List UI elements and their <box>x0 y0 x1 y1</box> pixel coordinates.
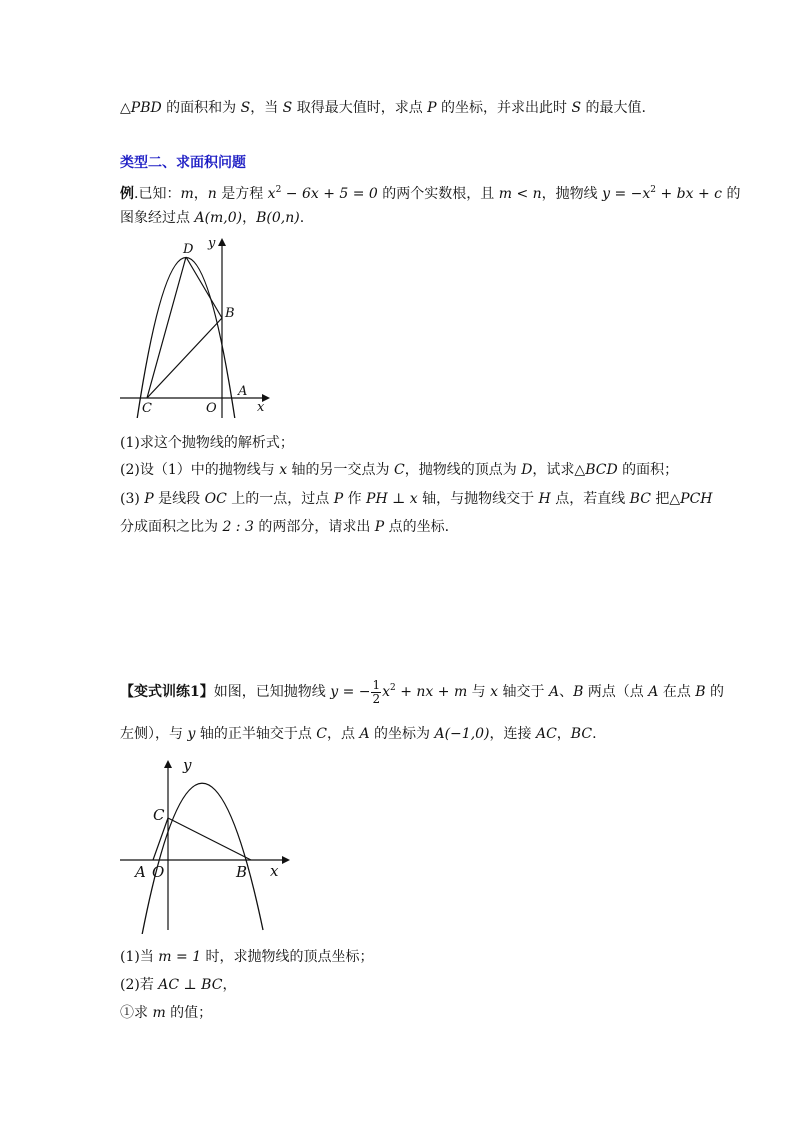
math-d: D <box>521 462 533 478</box>
math-parabola: + bx + c <box>656 186 722 202</box>
math-pch: PCH <box>680 491 713 507</box>
math-equation: − 6x + 5 = 0 <box>281 186 378 202</box>
y-axis-arrow <box>164 760 172 768</box>
text: ，试求 <box>532 462 575 478</box>
variant-question-1 <box>120 947 374 967</box>
triangle-symbol: △ <box>120 100 131 116</box>
text: .已知： <box>134 186 181 202</box>
math-bcd: BCD <box>585 462 618 478</box>
label-a: A <box>135 863 146 881</box>
label-a: A <box>238 384 248 399</box>
fraction-numerator: 1 <box>372 677 381 692</box>
math-b: B <box>695 684 706 700</box>
question-2 <box>120 460 678 480</box>
text: 的两个实数根，且 <box>377 186 499 202</box>
text: 的最大值. <box>581 100 646 116</box>
text: 的两部分，请求出 <box>253 519 375 535</box>
text: ，点 <box>327 726 360 742</box>
label-c: C <box>142 401 152 416</box>
math-m: m <box>152 1005 166 1021</box>
y-axis-arrow <box>218 238 226 246</box>
math-c: C <box>316 726 327 742</box>
text: (1)当 <box>120 949 159 965</box>
label-d: D <box>183 242 194 257</box>
text: 如图，已知抛物线 <box>213 684 331 700</box>
fraction-one-half <box>371 679 381 706</box>
math-bc: BC <box>629 491 651 507</box>
text: . <box>299 210 305 226</box>
text: . <box>592 726 597 742</box>
text: 与 <box>467 684 491 700</box>
math-n: n <box>207 186 217 202</box>
figure-1-parabola <box>115 228 285 418</box>
text: 上的一点，过点 <box>226 491 334 507</box>
text: 的面积和为 <box>161 100 241 116</box>
segment-db <box>186 257 222 318</box>
question-1: (1)求这个抛物线的解析式； <box>120 435 294 451</box>
label-o: O <box>206 401 217 416</box>
superscript: 2 <box>390 683 396 693</box>
label-y: y <box>183 756 192 774</box>
math-y: y = − <box>330 684 371 700</box>
text: (2)设（1）中的抛物线与 <box>120 462 280 478</box>
text: ，当 <box>250 100 283 116</box>
text: ，连接 <box>489 726 536 742</box>
label-b: B <box>225 306 235 321</box>
math-ratio: 2 : 3 <box>222 519 254 535</box>
math-h: H <box>538 491 551 507</box>
text: 是线段 <box>153 491 205 507</box>
variant-question-2-1 <box>120 1003 212 1023</box>
math-x: x <box>490 684 499 700</box>
text: ①求 <box>120 1005 153 1021</box>
math-p: P <box>144 491 154 507</box>
text: 把 <box>650 491 670 507</box>
variant-line-1 <box>120 678 724 706</box>
math: x <box>267 186 276 202</box>
math-parabola: y = −x <box>602 186 651 202</box>
question-3 <box>120 489 713 509</box>
text: 点的坐标. <box>384 519 450 535</box>
triangle-symbol: △ <box>574 462 586 478</box>
math-a: A <box>359 726 370 742</box>
x-axis-arrow <box>282 856 290 864</box>
text: ， <box>193 186 208 202</box>
superscript: 2 <box>650 185 657 195</box>
text: (2)若 <box>120 977 159 993</box>
variant-question-2 <box>120 975 236 995</box>
label-b: B <box>236 863 248 881</box>
example-line-2 <box>120 208 304 228</box>
math-point-b: B(0,n) <box>256 210 300 226</box>
text: ，抛物线 <box>541 186 603 202</box>
math-s: S <box>571 100 582 116</box>
text: 点，若直线 <box>550 491 630 507</box>
label-y: y <box>208 236 216 251</box>
text: 在点 <box>658 684 696 700</box>
math-x: x <box>382 684 391 700</box>
example-label: 例 <box>120 186 134 202</box>
math-b: B <box>573 684 584 700</box>
math-condition: m < n <box>498 186 542 202</box>
superscript: 2 <box>275 185 282 195</box>
text: 时，求抛物线的顶点坐标； <box>201 949 374 965</box>
figure-2-parabola <box>115 752 290 934</box>
math-m: m <box>180 186 194 202</box>
text: 取得最大值时，求点 <box>292 100 428 116</box>
variant-label: 【变式训练1】 <box>120 684 214 700</box>
fraction-denominator: 2 <box>372 691 381 706</box>
text: ， <box>242 210 257 226</box>
text: 的值； <box>165 1005 213 1021</box>
label-x: x <box>270 862 279 880</box>
math-p: P <box>333 491 344 507</box>
math-m-eq: m = 1 <box>158 949 202 965</box>
text: 的面积； <box>617 462 679 478</box>
text: 的坐标，并求出此时 <box>436 100 572 116</box>
question-3-cont <box>120 517 449 537</box>
text: ， <box>222 977 237 993</box>
text: 左侧），与 <box>120 726 188 742</box>
text: 的坐标为 <box>369 726 435 742</box>
math-p: P <box>427 100 437 116</box>
math-s: S <box>240 100 251 116</box>
math-point-a: A(−1,0) <box>434 726 490 742</box>
text: 分成面积之比为 <box>120 519 223 535</box>
math-equation: + nx + m <box>395 684 468 700</box>
text: 、 <box>559 684 574 700</box>
text: 作 <box>343 491 367 507</box>
math-ph-perp: PH ⊥ x <box>366 491 418 507</box>
math-pbd: PBD <box>130 100 162 116</box>
text: ，抛物线的顶点为 <box>404 462 522 478</box>
text: 轴，与抛物线交于 <box>417 491 539 507</box>
text: 轴交于 <box>498 684 549 700</box>
text: (3) <box>120 491 145 507</box>
text: 图象经过点 <box>120 210 195 226</box>
text: ， <box>556 726 571 742</box>
text: 的 <box>722 186 741 202</box>
label-x: x <box>257 400 265 415</box>
math-s: S <box>282 100 293 116</box>
math-x: x <box>279 462 288 478</box>
math-y: y <box>187 726 196 742</box>
math-ac: AC <box>535 726 557 742</box>
section-title: 类型二、求面积问题 <box>120 155 246 171</box>
text: 的 <box>705 684 725 700</box>
text: 两点（点 <box>583 684 649 700</box>
math-c: C <box>394 462 405 478</box>
label-o: O <box>152 863 165 881</box>
segment-cb <box>168 818 251 860</box>
math-p: P <box>374 519 385 535</box>
variant-line-2 <box>120 724 597 744</box>
top-line <box>120 98 646 118</box>
text: 是方程 <box>216 186 268 202</box>
math-a: A <box>648 684 659 700</box>
math-oc: OC <box>204 491 227 507</box>
example-line-1 <box>120 180 740 204</box>
text: 轴的另一交点为 <box>287 462 395 478</box>
label-c: C <box>153 806 165 824</box>
math-bc: BC <box>570 726 593 742</box>
triangle-symbol: △ <box>669 491 681 507</box>
math-perp: AC ⊥ BC <box>158 977 223 993</box>
math-a: A <box>548 684 560 700</box>
math-point-a: A(m,0) <box>194 210 243 226</box>
text: 轴的正半轴交于点 <box>195 726 317 742</box>
